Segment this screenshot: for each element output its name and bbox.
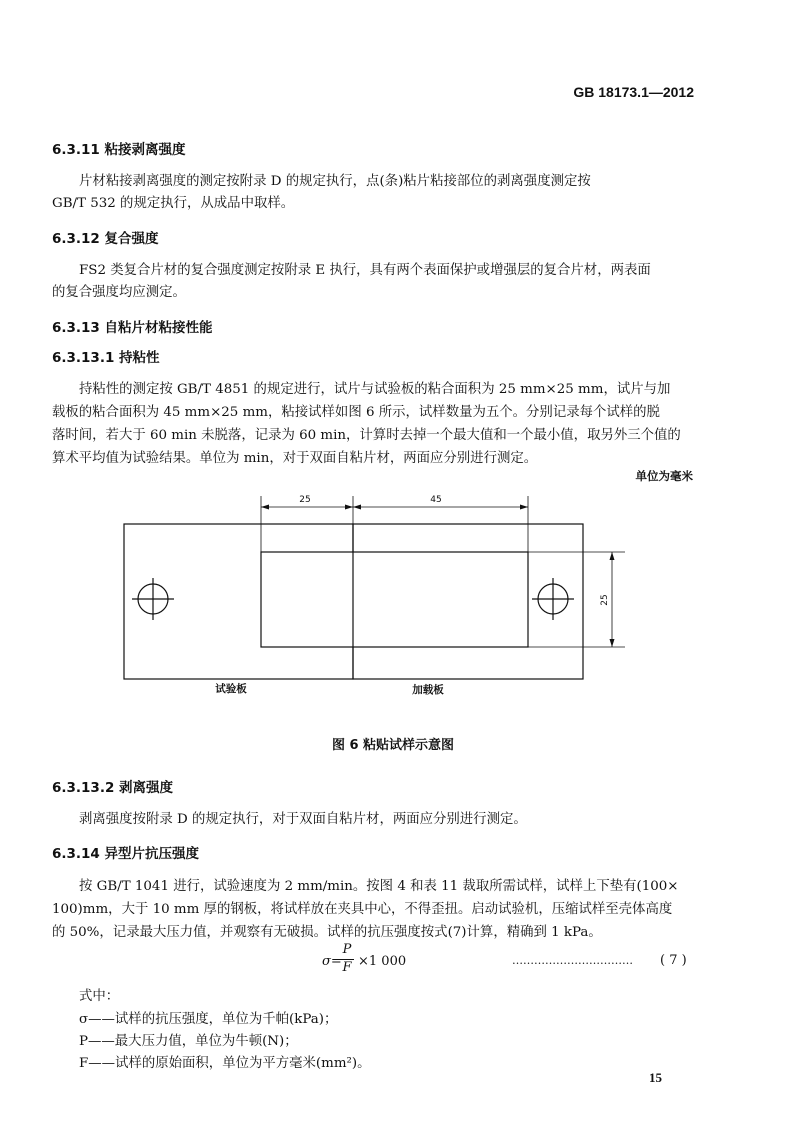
formula-denominator: F bbox=[342, 960, 352, 975]
paragraph-line: FS2 类复合片材的复合强度测定按附录 E 执行，具有两个表面保护或增强层的复合片材，两表面 bbox=[79, 263, 651, 278]
paragraph-line: 的复合强度均应测定。 bbox=[52, 285, 186, 300]
dimension-label-height: 25 bbox=[600, 594, 610, 606]
paragraph-line: 落时间，若大于 60 min 未脱落，记录为 60 min，计算时去掉一个最大值和一个最小值，取另外三个值的 bbox=[52, 428, 681, 443]
paragraph-line: 100)mm，大于 10 mm 厚的钢板，将试样放在夹具中心，不得歪扭。启动试验机，压缩试样至壳体高度 bbox=[52, 902, 673, 917]
section-heading-6-3-14: 6.3.14 异型片抗压强度 bbox=[52, 846, 200, 862]
paragraph-line: 片材粘接剥离强度的测定按附录 D 的规定执行，点(条)粘片粘接部位的剥离强度测定按 bbox=[79, 174, 591, 189]
paragraph-line: 载板的粘合面积为 45 mm×25 mm，粘接试样如图 6 所示，试样数量为五个。分别记录每个试样的脱 bbox=[52, 405, 660, 420]
label-load-plate: 加载板 bbox=[412, 684, 444, 696]
section-heading-6-3-12: 6.3.12 复合强度 bbox=[52, 231, 159, 247]
formula-lhs: σ= bbox=[322, 954, 342, 969]
where-item-sigma: σ——试样的抗压强度，单位为千帕(kPa)； bbox=[79, 1012, 338, 1027]
where-intro: 式中： bbox=[79, 989, 120, 1004]
section-heading-6-3-13-2: 6.3.13.2 剥离强度 bbox=[52, 780, 174, 796]
page-number: 15 bbox=[649, 1070, 662, 1085]
paragraph-line: 按 GB/T 1041 进行，试验速度为 2 mm/min。按图 4 和表 11 裁取所需试样，试样上下垫有(100× bbox=[79, 879, 679, 894]
where-item-f: F——试样的原始面积，单位为平方毫米(mm²)。 bbox=[79, 1056, 371, 1071]
paragraph-line: 剥离强度按附录 D 的规定执行，对于双面自粘片材，两面应分别进行测定。 bbox=[79, 812, 527, 827]
paragraph-line: 算术平均值为试验结果。单位为 min，对于双面自粘片材，两面应分别进行测定。 bbox=[52, 451, 538, 466]
where-item-p: P——最大压力值，单位为牛顿(N)； bbox=[79, 1034, 298, 1049]
dimension-label-45: 45 bbox=[430, 495, 442, 505]
formula-fraction bbox=[340, 942, 354, 976]
label-test-plate: 试验板 bbox=[215, 683, 247, 695]
figure-caption: 图 6 粘贴试样示意图 bbox=[331, 738, 455, 753]
paragraph-line: 持粘性的测定按 GB/T 4851 的规定进行，试片与试验板的粘合面积为 25 mm×25 mm，试片与加 bbox=[79, 382, 671, 397]
dimension-label-25: 25 bbox=[299, 495, 311, 505]
section-heading-6-3-13: 6.3.13 自粘片材粘接性能 bbox=[52, 320, 213, 336]
formula-number: ( 7 ) bbox=[660, 953, 687, 968]
formula-numerator: P bbox=[342, 942, 352, 957]
unit-note: 单位为毫米 bbox=[635, 469, 693, 483]
specimen-strip bbox=[261, 552, 528, 647]
paragraph-line: 的 50%，记录最大压力值，并观察有无破损。试样的抗压强度按式(7)计算，精确到 1 kPa。 bbox=[52, 925, 602, 940]
formula-leader: …………………………… bbox=[512, 954, 633, 967]
section-heading-6-3-13-1: 6.3.13.1 持粘性 bbox=[52, 350, 160, 366]
section-heading-6-3-11: 6.3.11 粘接剥离强度 bbox=[52, 142, 186, 158]
standard-number: GB 18173.1—2012 bbox=[573, 84, 694, 100]
formula-rhs: ×1 000 bbox=[358, 954, 407, 969]
paragraph-line: GB/T 532 的规定执行，从成品中取样。 bbox=[52, 196, 295, 211]
